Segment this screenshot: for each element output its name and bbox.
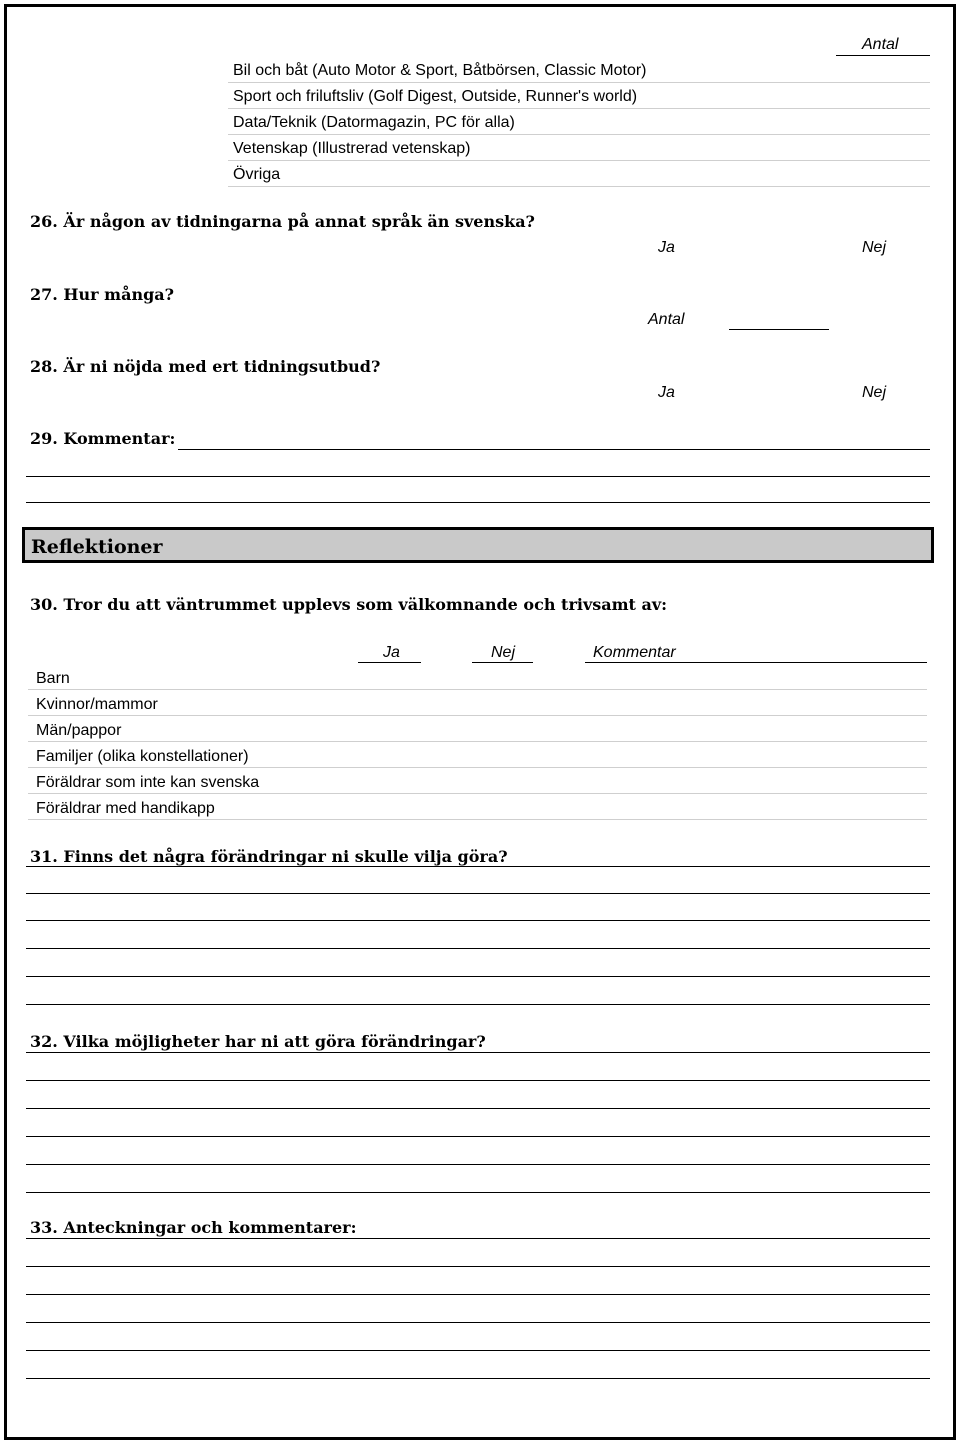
- q31-answer-line[interactable]: [26, 893, 930, 894]
- q30-row-label: Kvinnor/mammor: [36, 696, 158, 713]
- row-divider: [228, 134, 930, 135]
- magazine-category-data: Data/Teknik (Datormagazin, PC för alla): [233, 114, 515, 131]
- q29-answer-line[interactable]: [26, 476, 930, 477]
- section-heading-reflektioner: [22, 527, 934, 563]
- q32-answer-line[interactable]: [26, 1136, 930, 1137]
- q30-row-label: Barn: [36, 670, 70, 687]
- question-32: 32. Vilka möjligheter har ni att göra förändringar?: [30, 1032, 486, 1051]
- q33-answer-line[interactable]: [26, 1294, 930, 1295]
- row-divider: [28, 793, 927, 794]
- question-26: 26. Är någon av tidningarna på annat språk än svenska?: [30, 212, 535, 231]
- question-27: 27. Hur många?: [30, 285, 175, 304]
- q28-no-option[interactable]: Nej: [862, 384, 887, 401]
- question-29: 29. Kommentar:: [30, 429, 176, 448]
- row-divider: [28, 741, 927, 742]
- q32-answer-line[interactable]: [26, 1080, 930, 1081]
- q30-row-label: Familjer (olika konstellationer): [36, 748, 249, 765]
- section-title: Reflektioner: [31, 536, 163, 558]
- q32-answer-line[interactable]: [26, 1164, 930, 1165]
- q30-col-yes-underline: [358, 662, 421, 663]
- q30-row-label: Föräldrar med handikapp: [36, 800, 215, 817]
- q30-col-no: Nej: [491, 644, 516, 661]
- q31-answer-line[interactable]: [26, 866, 930, 867]
- q31-answer-line[interactable]: [26, 1004, 930, 1005]
- q30-col-comment: Kommentar: [593, 644, 676, 661]
- row-divider: [28, 767, 927, 768]
- q29-answer-line[interactable]: [26, 502, 930, 503]
- q31-answer-line[interactable]: [26, 920, 930, 921]
- row-divider: [28, 819, 927, 820]
- question-30: 30. Tror du att väntrummet upplevs som välkomnande och trivsamt av:: [30, 595, 668, 614]
- magazine-category-other: Övriga: [233, 166, 281, 183]
- q32-answer-line[interactable]: [26, 1052, 930, 1053]
- question-28: 28. Är ni nöjda med ert tidningsutbud?: [30, 357, 381, 376]
- q33-answer-line[interactable]: [26, 1238, 930, 1239]
- row-divider: [28, 715, 927, 716]
- row-divider: [228, 186, 930, 187]
- q30-col-yes: Ja: [383, 644, 400, 661]
- row-divider: [228, 108, 930, 109]
- row-divider: [228, 160, 930, 161]
- antal-header-underline: [836, 55, 930, 56]
- q33-answer-line[interactable]: [26, 1266, 930, 1267]
- q26-no-option[interactable]: Nej: [862, 239, 887, 256]
- question-33: 33. Anteckningar och kommentarer:: [30, 1218, 357, 1237]
- q30-col-no-underline: [472, 662, 533, 663]
- q32-answer-line[interactable]: [26, 1192, 930, 1193]
- q33-answer-line[interactable]: [26, 1322, 930, 1323]
- q27-antal-label: Antal: [648, 311, 685, 328]
- q32-answer-line[interactable]: [26, 1108, 930, 1109]
- antal-column-header: Antal: [862, 36, 899, 53]
- q33-answer-line[interactable]: [26, 1350, 930, 1351]
- q33-answer-line[interactable]: [26, 1378, 930, 1379]
- q30-row-label: Föräldrar som inte kan svenska: [36, 774, 260, 791]
- question-31: 31. Finns det några förändringar ni skulle vilja göra?: [30, 847, 508, 866]
- q27-antal-field[interactable]: [729, 329, 829, 330]
- magazine-category-car-boat: Bil och båt (Auto Motor & Sport, Båtbörsen, Classic Motor): [233, 62, 647, 79]
- q28-yes-option[interactable]: Ja: [658, 384, 675, 401]
- q31-answer-line[interactable]: [26, 976, 930, 977]
- q26-yes-option[interactable]: Ja: [658, 239, 675, 256]
- magazine-category-sport: Sport och friluftsliv (Golf Digest, Outside, Runner's world): [233, 88, 638, 105]
- magazine-category-science: Vetenskap (Illustrerad vetenskap): [233, 140, 471, 157]
- q29-answer-line[interactable]: [178, 449, 930, 450]
- row-divider: [228, 82, 930, 83]
- q30-row-label: Män/pappor: [36, 722, 122, 739]
- q31-answer-line[interactable]: [26, 948, 930, 949]
- q30-col-comment-underline: [585, 662, 927, 663]
- row-divider: [28, 689, 927, 690]
